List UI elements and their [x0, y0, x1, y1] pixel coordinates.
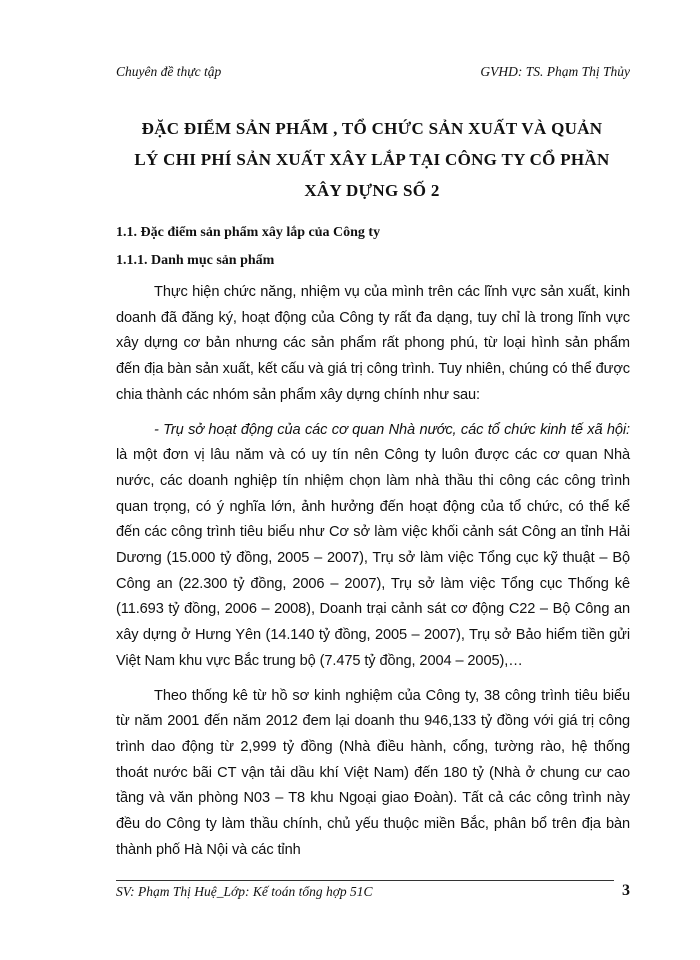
- chapter-title-line-2: LÝ CHI PHÍ SẢN XUẤT XÂY LẮP TẠI CÔNG TY CỔ PHẦN: [134, 150, 610, 169]
- section-heading: 1.1. Đặc điểm sản phẩm xây lắp của Công ty: [116, 225, 381, 240]
- chapter-title-line-3: XÂY DỰNG SỐ 2: [304, 181, 440, 200]
- page-header: [116, 64, 630, 84]
- paragraph-2-body: là một đơn vị lâu năm và có uy tín nên Công ty luôn được các cơ quan Nhà nước, các doanh nghiệp tín nhiệm chọn làm nhà thầu thi công các công trình quan trọng, có ý nghĩa lớn, ảnh hưởng đến hoạt động của tổ chức, có thể kể đến các công trình tiêu biểu như Cơ sở làm việc khối cảnh sát Công an tỉnh Hải Dương (15.000 tỷ đồng, 2005 – 2007), Trụ sở làm việc Tổng cục kỹ thuật – Bộ Công an (22.300 tỷ đồng, 2006 – 2007), Trụ sở làm việc Tổng cục Thống kê (11.693 tỷ đồng, 2006 – 2008), Doanh trại cảnh sát cơ động C22 – Bộ Công an xây dựng ở Hưng Yên (14.140 tỷ đồng, 2005 – 2007), Trụ sở Bảo hiểm tiền gửi Việt Nam khu vực Bắc trung bộ (7.475 tỷ đồng, 2004 – 2005),…: [116, 447, 630, 669]
- paragraph-3: Theo thống kê từ hồ sơ kinh nghiệm của Công ty, 38 công trình tiêu biểu từ năm 2001 đến năm 2012 đem lại doanh thu 946,133 tỷ đồng với giá trị công trình dao động từ 2,999 tỷ đồng (Nhà điều hành, cổng, tường rào, hệ thống thoát nước bãi CT vận tải dầu khí Việt Nam) đến 180 tỷ (Nhà ở chung cư cao tầng và văn phòng N03 – T8 khu Ngoại giao Đoàn). Tất cả các công trình này đều do Công ty làm thầu chính, chủ yếu thuộc miền Bắc, phân bổ trên địa bàn thành phố Hà Nội và các tỉnh: [116, 687, 630, 858]
- footer-student-info: SV: Phạm Thị Huệ_Lớp: Kế toán tổng hợp 51C: [116, 884, 373, 899]
- subsection-heading: 1.1.1. Danh mục sản phẩm: [116, 253, 275, 268]
- paragraph-2: [116, 418, 630, 675]
- footer-divider: [116, 880, 614, 881]
- paragraph-2-lead: - Trụ sở hoạt động của các cơ quan Nhà nước, các tổ chức kinh tế xã hội:: [154, 421, 630, 438]
- chapter-title: [112, 113, 632, 206]
- paragraph-1: Thực hiện chức năng, nhiệm vụ của mình trên các lĩnh vực sản xuất, kinh doanh đã đăng ký, hoạt động của Công ty rất đa dạng, tuy chỉ là trong lĩnh vực xây dựng cơ bản nhưng các sản phẩm rất phong phú, từ loại hình sản phẩm đến địa bàn sản xuất, kết cấu và giá trị công trình. Tuy nhiên, chúng có thể được chia thành các nhóm sản phẩm xây dựng chính như sau:: [116, 284, 630, 403]
- header-course-label: Chuyên đề thực tập: [116, 64, 222, 79]
- page-footer: [116, 884, 630, 906]
- body-text: [116, 280, 630, 863]
- header-supervisor: GVHD: TS. Phạm Thị Thủy: [480, 64, 630, 79]
- chapter-title-line-1: ĐẶC ĐIỂM SẢN PHẨM , TỔ CHỨC SẢN XUẤT VÀ QUẢN: [141, 119, 603, 138]
- page-number: 3: [622, 882, 630, 899]
